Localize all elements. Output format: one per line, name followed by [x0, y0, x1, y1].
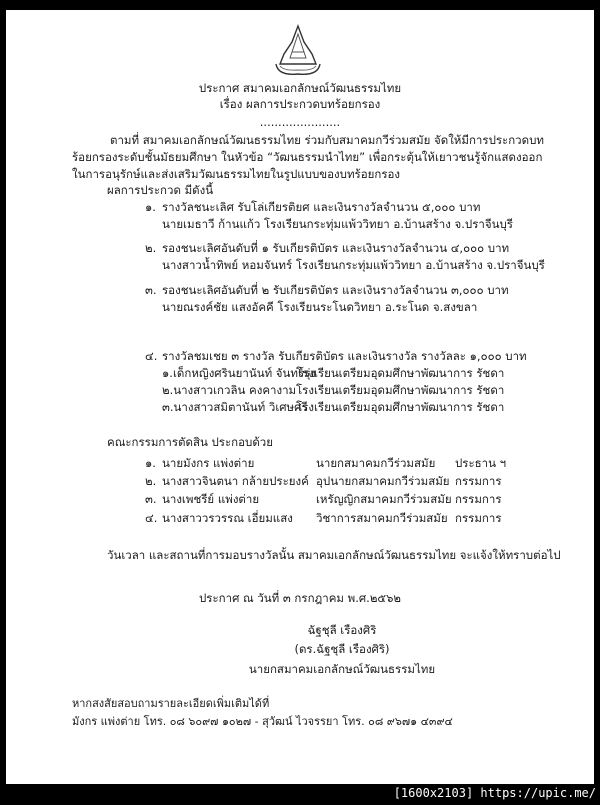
award-winner: นายเมธาวี ก้านแก้ว โรงเรียนกระทุ่มแพ้ววิทยา อ.บ้านสร้าง จ.ปราจีนบุรี [162, 217, 513, 231]
member-number: ๓. [145, 492, 157, 506]
separator-dots: ...................... [259, 115, 341, 129]
signer-name: (ดร.ฉัฐชุลี เรืองศิริ) [294, 642, 390, 656]
contact-heading: หากสงสัยสอบถามรายละเอียดเพิ่มเติมได้ที่ [72, 697, 270, 710]
announcement-title: ประกาศ สมาคมเอกลักษณ์วัฒนธรรมไทย [198, 81, 402, 95]
member-role: ประธาน ฯ [455, 456, 507, 470]
member-name: นางสาวจินตนา กล้ายประยงค์ [162, 474, 309, 488]
award-title: รางวัลชมเชย ๓ รางวัล รับเกียรติบัตร และเงินรางวัล รางวัลละ ๑,๐๐๐ บาท [162, 349, 527, 363]
intro-line-3: ในการอนุรักษ์และส่งเสริมวัฒนธรรมไทยในรูปแบบของบทร้อยกรอง [72, 167, 401, 181]
document-page [6, 10, 594, 784]
honorable-winner-name: ๓.นางสาวสมิตานันท์ วิเศษศรี [162, 400, 308, 414]
announcement-subject: เรื่อง ผลการประกวดบทร้อยกรอง [219, 97, 381, 111]
intro-line-2: ร้อยกรองระดับชั้นมัธยมศึกษา ในหัวข้อ “วัฒนธรรมนำไทย” เพื่อกระตุ้นให้เยาวชนรู้จักแสดงออก [72, 150, 543, 164]
award-number: ๔. [145, 349, 158, 363]
member-role: กรรมการ [455, 492, 502, 506]
member-position: นายกสมาคมกวีร่วมสมัย [316, 456, 436, 470]
award-number: ๒. [145, 241, 157, 255]
member-position: วิชาการสมาคมกวีร่วมสมัย [316, 511, 448, 525]
award-title: รองชนะเลิศอันดับที่ ๑ รับเกียรติบัตร และเงินรางวัลจำนวน ๔,๐๐๐ บาท [162, 241, 510, 255]
award-title: รางวัลชนะเลิศ รับโล่เกียรติยศ และเงินรางวัลจำนวน ๕,๐๐๐ บาท [162, 200, 481, 214]
watermark-text: [1600x2103] https://upic.me/ [393, 786, 596, 800]
signature: ฉัฐชุลี เรืองศิริ [307, 623, 377, 637]
notice-text: วันเวลา และสถานที่การมอบรางวัลนั้น สมาคมเอกลักษณ์วัฒนธรรมไทย จะแจ้งให้ทราบต่อไป [107, 548, 561, 562]
committee-heading: คณะกรรมการตัดสิน ประกอบด้วย [107, 435, 273, 449]
member-number: ๔. [145, 511, 158, 525]
watermark-bar [0, 784, 600, 805]
award-winner: นายณรงค์ชัย แสงอัคคี โรงเรียนระโนดวิทยา อ.ระโนด จ.สงขลา [162, 300, 478, 314]
contact-phones: มังกร แพ่งต่าย โทร. ๐๘ ๖๐๙๗ ๑๐๒๗ - สุวัฒน์ ไวจรรยา โทร. ๐๘ ๙๖๗๑ ๔๓๙๔ [72, 715, 453, 728]
award-winner: นางสาวน้ำทิพย์ หอมจันทร์ โรงเรียนกระทุ่มแพ้ววิทยา อ.บ้านสร้าง จ.ปราจีนบุรี [162, 258, 545, 272]
award-number: ๓. [145, 283, 157, 297]
honorable-winner-name: ๑.เด็กหญิงศรินยานันท์ จันทร์รุ่ง [162, 366, 316, 380]
honorable-winner-school: โรงเรียนเตรียมอุดมศึกษาพัฒนาการ รัชดา [296, 366, 505, 380]
intro-line-1: ตามที่ สมาคมเอกลักษณ์วัฒนธรรมไทย ร่วมกับสมาคมกวีร่วมสมัย จัดให้มีการประกวดบท [110, 133, 544, 147]
member-name: นายมังกร แพ่งต่าย [162, 456, 255, 470]
member-position: อุปนายกสมาคมกวีร่วมสมัย [316, 474, 450, 488]
member-position: เหรัญญิกสมาคมกวีร่วมสมัย [316, 492, 452, 506]
member-role: กรรมการ [455, 474, 502, 488]
announcement-date: ประกาศ ณ วันที่ ๓ กรกฎาคม พ.ศ.๒๕๖๒ [199, 591, 401, 605]
award-title: รองชนะเลิศอันดับที่ ๒ รับเกียรติบัตร และเงินรางวัลจำนวน ๓,๐๐๐ บาท [162, 283, 509, 297]
member-number: ๒. [145, 474, 157, 488]
signer-position: นายกสมาคมเอกลักษณ์วัฒนธรรมไทย [248, 662, 436, 676]
award-number: ๑. [145, 200, 156, 214]
honorable-winner-school: โรงเรียนเตรียมอุดมศึกษาพัฒนาการ รัชดา [296, 383, 505, 397]
member-role: กรรมการ [455, 511, 502, 525]
member-name: นางเพชรีย์ แพ่งต่าย [162, 492, 260, 506]
honorable-winner-name: ๒.นางสาวเกวลิน คงคางาม [162, 383, 297, 397]
results-heading: ผลการประกวด มีดังนี้ [107, 183, 214, 197]
honorable-winner-school: โรงเรียนเตรียมอุดมศึกษาพัฒนาการ รัชดา [296, 400, 505, 414]
member-name: นางสาววรวรรณ เอี่ยมแสง [162, 511, 293, 525]
association-logo-icon [270, 24, 326, 80]
member-number: ๑. [145, 456, 156, 470]
